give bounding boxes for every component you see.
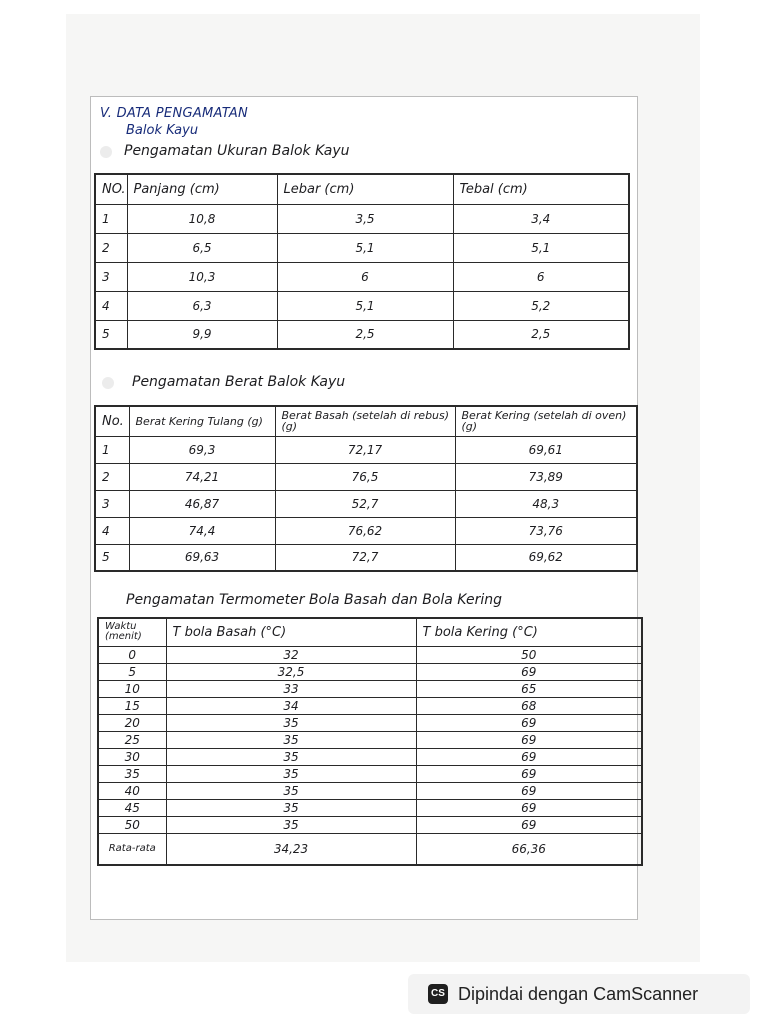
header-cell: Berat Kering Tulang (g)	[129, 406, 275, 436]
dry-weight-value: 74,4	[129, 517, 275, 544]
header-cell: Berat Basah (setelah di rebus) (g)	[275, 406, 455, 436]
dry-bulb-value: 50	[416, 646, 642, 663]
wet-bulb-value: 35	[166, 816, 416, 833]
row-number: 1	[95, 204, 127, 233]
time-value: 5	[98, 663, 166, 680]
camscanner-watermark	[408, 974, 750, 1014]
thermometer-table	[97, 617, 643, 866]
table2-title: Pengamatan Berat Balok Kayu	[132, 374, 346, 390]
section-heading: V. DATA PENGAMATAN	[100, 106, 249, 121]
dry-bulb-value: 69	[416, 714, 642, 731]
dry-weight-value: 69,3	[129, 436, 275, 463]
thickness-value: 3,4	[453, 204, 629, 233]
time-value: 25	[98, 731, 166, 748]
wet-bulb-value: 32	[166, 646, 416, 663]
time-value: 50	[98, 816, 166, 833]
table-row	[98, 663, 642, 680]
camscanner-text: Dipindai dengan CamScanner	[458, 984, 699, 1004]
oven-dry-weight-value: 69,62	[455, 544, 637, 571]
thickness-value: 6	[453, 262, 629, 291]
wet-weight-value: 76,5	[275, 463, 455, 490]
table-row	[98, 748, 642, 765]
dry-bulb-average: 66,36	[416, 833, 642, 865]
header-cell: NO.	[95, 174, 127, 204]
table-row	[95, 320, 629, 349]
header-cell: Panjang (cm)	[127, 174, 277, 204]
table-row	[98, 799, 642, 816]
table-row	[98, 680, 642, 697]
table-row	[95, 436, 637, 463]
length-value: 9,9	[127, 320, 277, 349]
time-value: 35	[98, 765, 166, 782]
dry-bulb-value: 68	[416, 697, 642, 714]
width-value: 5,1	[277, 233, 453, 262]
wet-bulb-value: 35	[166, 731, 416, 748]
time-value: 45	[98, 799, 166, 816]
time-value: 15	[98, 697, 166, 714]
wet-weight-value: 72,17	[275, 436, 455, 463]
wet-bulb-value: 35	[166, 765, 416, 782]
row-number: 2	[95, 233, 127, 262]
table-row	[95, 517, 637, 544]
average-row	[98, 833, 642, 865]
show-through-mark	[100, 146, 112, 158]
table1-title: Pengamatan Ukuran Balok Kayu	[124, 143, 350, 159]
row-number: 2	[95, 463, 129, 490]
table-header-row	[95, 174, 629, 204]
row-number: 5	[95, 320, 127, 349]
wet-bulb-value: 35	[166, 714, 416, 731]
width-value: 3,5	[277, 204, 453, 233]
wet-weight-value: 76,62	[275, 517, 455, 544]
table-row	[95, 490, 637, 517]
wet-weight-value: 52,7	[275, 490, 455, 517]
table-row	[98, 731, 642, 748]
width-value: 2,5	[277, 320, 453, 349]
length-value: 6,5	[127, 233, 277, 262]
section-subheading: Balok Kayu	[126, 123, 199, 138]
table-header-row	[98, 618, 642, 646]
oven-dry-weight-value: 48,3	[455, 490, 637, 517]
time-value: 20	[98, 714, 166, 731]
dry-weight-value: 46,87	[129, 490, 275, 517]
time-value: 0	[98, 646, 166, 663]
length-value: 6,3	[127, 291, 277, 320]
wet-bulb-value: 34	[166, 697, 416, 714]
wet-bulb-value: 35	[166, 748, 416, 765]
table-row	[98, 646, 642, 663]
time-value: 30	[98, 748, 166, 765]
header-cell: T bola Basah (°C)	[166, 618, 416, 646]
thickness-value: 2,5	[453, 320, 629, 349]
table-header-row	[95, 406, 637, 436]
row-number: 3	[95, 490, 129, 517]
table-row	[98, 782, 642, 799]
oven-dry-weight-value: 69,61	[455, 436, 637, 463]
header-cell: Waktu (menit)	[98, 618, 166, 646]
dry-bulb-value: 69	[416, 765, 642, 782]
dry-bulb-value: 69	[416, 748, 642, 765]
table-row	[95, 204, 629, 233]
weight-table	[94, 405, 638, 572]
average-label: Rata-rata	[98, 833, 166, 865]
camscanner-logo-icon: CS	[428, 984, 448, 1004]
row-number: 4	[95, 517, 129, 544]
table-row	[95, 544, 637, 571]
dry-bulb-value: 69	[416, 816, 642, 833]
dry-weight-value: 69,63	[129, 544, 275, 571]
length-value: 10,8	[127, 204, 277, 233]
header-cell: Lebar (cm)	[277, 174, 453, 204]
table-row	[98, 714, 642, 731]
wet-bulb-average: 34,23	[166, 833, 416, 865]
oven-dry-weight-value: 73,76	[455, 517, 637, 544]
wet-bulb-value: 35	[166, 799, 416, 816]
length-value: 10,3	[127, 262, 277, 291]
header-cell: T bola Kering (°C)	[416, 618, 642, 646]
table-row	[95, 262, 629, 291]
show-through-mark	[102, 377, 114, 389]
wet-weight-value: 72,7	[275, 544, 455, 571]
dry-bulb-value: 69	[416, 799, 642, 816]
row-number: 5	[95, 544, 129, 571]
wet-bulb-value: 35	[166, 782, 416, 799]
header-cell: Berat Kering (setelah di oven) (g)	[455, 406, 637, 436]
table-row	[95, 291, 629, 320]
header-cell: No.	[95, 406, 129, 436]
time-value: 40	[98, 782, 166, 799]
table-row	[95, 233, 629, 262]
wet-bulb-value: 32,5	[166, 663, 416, 680]
dry-bulb-value: 69	[416, 782, 642, 799]
table-row	[98, 697, 642, 714]
dry-bulb-value: 65	[416, 680, 642, 697]
thickness-value: 5,2	[453, 291, 629, 320]
table-row	[98, 816, 642, 833]
table3-title: Pengamatan Termometer Bola Basah dan Bola Kering	[126, 592, 503, 608]
thickness-value: 5,1	[453, 233, 629, 262]
dry-weight-value: 74,21	[129, 463, 275, 490]
dry-bulb-value: 69	[416, 663, 642, 680]
dimension-table	[94, 173, 630, 350]
row-number: 4	[95, 291, 127, 320]
wet-bulb-value: 33	[166, 680, 416, 697]
width-value: 6	[277, 262, 453, 291]
oven-dry-weight-value: 73,89	[455, 463, 637, 490]
table-row	[95, 463, 637, 490]
row-number: 3	[95, 262, 127, 291]
row-number: 1	[95, 436, 129, 463]
dry-bulb-value: 69	[416, 731, 642, 748]
table-row	[98, 765, 642, 782]
header-cell: Tebal (cm)	[453, 174, 629, 204]
time-value: 10	[98, 680, 166, 697]
width-value: 5,1	[277, 291, 453, 320]
